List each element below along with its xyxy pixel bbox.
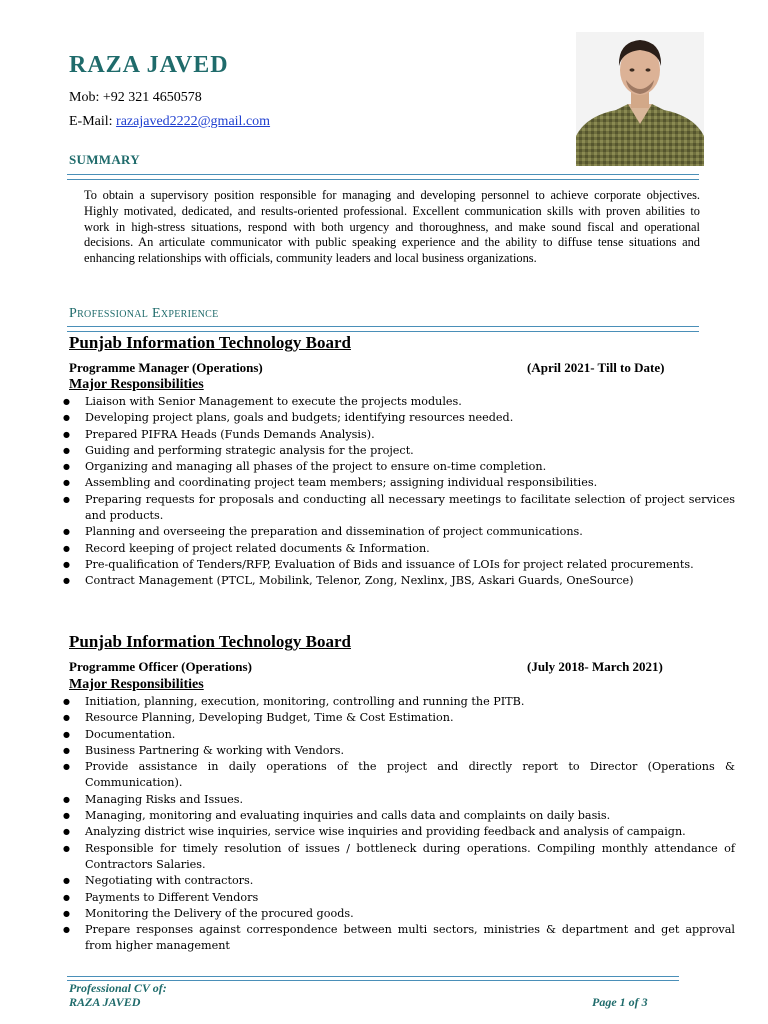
- list-item: ● Negotiating with contractors.: [85, 873, 735, 889]
- list-item: ● Business Partnering & working with Vendors.: [85, 743, 735, 759]
- list-item: ● Contract Management (PTCL, Mobilink, Telenor, Zong, Nexlinx, JBS, Askari Guards, OneSource): [85, 573, 735, 589]
- job-2-responsibilities-heading: Major Responsibilities: [69, 677, 204, 692]
- experience-heading: Professional Experience: [69, 306, 219, 321]
- list-item: ● Developing project plans, goals and budgets; identifying resources needed.: [85, 410, 735, 426]
- list-item: ● Managing Risks and Issues.: [85, 792, 735, 808]
- list-item: ● Initiation, planning, execution, monitoring, controlling and running the PITB.: [85, 694, 735, 710]
- list-item: ● Organizing and managing all phases of the project to ensure on-time completion.: [85, 459, 735, 475]
- job-2-organization: Punjab Information Technology Board: [69, 632, 351, 651]
- email-line: [69, 114, 270, 130]
- list-item: ● Resource Planning, Developing Budget, Time & Cost Estimation.: [85, 710, 735, 726]
- list-item: ● Payments to Different Vendors: [85, 890, 735, 906]
- job-1-period: (April 2021- Till to Date): [527, 360, 665, 375]
- summary-heading: SUMMARY: [69, 152, 140, 167]
- list-item: ● Analyzing district wise inquiries, service wise inquiries and providing feedback and analysis of campaign.: [85, 824, 735, 840]
- experience-divider: [67, 326, 699, 332]
- list-item: ● Planning and overseeing the preparation and dissemination of project communications.: [85, 524, 735, 540]
- list-item: ● Guiding and performing strategic analysis for the project.: [85, 443, 735, 459]
- job-1-responsibilities-list: [60, 394, 735, 590]
- list-item: ● Record keeping of project related documents & Information.: [85, 541, 735, 557]
- list-item: ● Liaison with Senior Management to execute the projects modules.: [85, 394, 735, 410]
- list-item: ● Provide assistance in daily operations of the project and directly report to Director (Operations & Communication).: [85, 759, 735, 792]
- list-item: ● Responsible for timely resolution of issues / bottleneck during operations. Compiling monthly attendance of Contractors Salaries.: [85, 841, 735, 874]
- list-item: ● Pre-qualification of Tenders/RFP, Evaluation of Bids and issuance of LOIs for project related procurements.: [85, 557, 735, 573]
- profile-photo: [576, 32, 704, 166]
- list-item: ● Assembling and coordinating project team members; assigning individual responsibilities.: [85, 475, 735, 491]
- mobile-number: Mob: +92 321 4650578: [69, 90, 202, 105]
- job-2-responsibilities-list: [60, 694, 735, 955]
- list-item: ● Prepare responses against correspondence between multi sectors, ministries & department and get approval from higher management: [85, 922, 735, 955]
- page-number: Page 1 of 3: [592, 995, 648, 1009]
- email-label: E-Mail:: [69, 114, 117, 129]
- footer-name: RAZA JAVED: [69, 995, 141, 1009]
- list-item: ● Prepared PIFRA Heads (Funds Demands Analysis).: [85, 427, 735, 443]
- job-1-role: Programme Manager (Operations): [69, 360, 263, 375]
- email-link[interactable]: razajaved2222@gmail.com: [116, 114, 271, 129]
- list-item: ● Monitoring the Delivery of the procured goods.: [85, 906, 735, 922]
- job-2-period: (July 2018- March 2021): [527, 659, 663, 674]
- summary-divider: [67, 174, 699, 180]
- footer-title: Professional CV of:: [69, 981, 167, 995]
- job-1-responsibilities-heading: Major Responsibilities: [69, 377, 204, 392]
- list-item: ● Managing, monitoring and evaluating inquiries and calls data and complaints on daily basis.: [85, 808, 735, 824]
- list-item: ● Documentation.: [85, 727, 735, 743]
- job-2-role: Programme Officer (Operations): [69, 659, 252, 674]
- job-1-organization: Punjab Information Technology Board: [69, 333, 351, 352]
- candidate-name: RAZA JAVED: [69, 52, 229, 78]
- list-item: ● Preparing requests for proposals and conducting all necessary meetings to facilitate selection of project services and products.: [85, 492, 735, 525]
- summary-text: To obtain a supervisory position responsible for managing and developing personnel to achieve corporate objectives. Highly motivated, dedicated, and results-oriented professional. Excellent communication skills with proven abilities to work in high-stress situations, respond with both urgency and thoroughness, and make sound fiscal and operational decisions. An articulate communicator with public speaking experience and the ability to diffuse tense situations and enhancing relationships with officials, community leaders and local business organizations.: [84, 188, 700, 266]
